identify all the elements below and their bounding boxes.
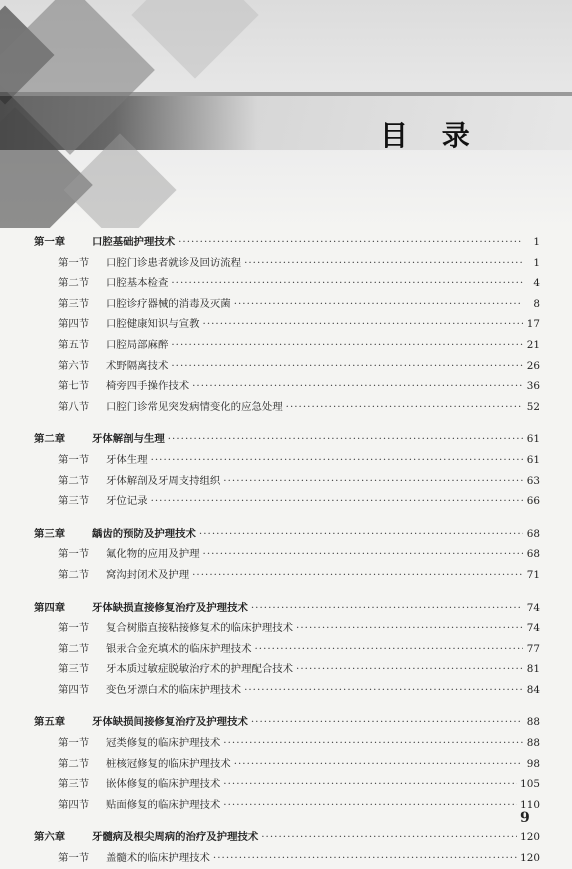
chapter-page: 1 xyxy=(533,236,540,248)
section-page: 36 xyxy=(526,380,540,393)
dot-leader xyxy=(192,376,523,397)
section-number: 第三节 xyxy=(58,778,90,791)
chapter-number: 第三章 xyxy=(34,527,66,540)
dot-leader xyxy=(192,565,523,586)
section-page: 105 xyxy=(520,778,540,791)
toc-section-row xyxy=(34,774,540,795)
section-title: 术野隔离技术 xyxy=(106,359,169,372)
dot-leader xyxy=(171,335,523,356)
section-number: 第二节 xyxy=(58,642,90,655)
section-page: 77 xyxy=(526,642,540,655)
chapter-title: 牙髓病及根尖周病的治疗及护理技术 xyxy=(92,831,259,844)
section-title: 冠类修复的临床护理技术 xyxy=(106,737,221,750)
section-title: 牙体生理 xyxy=(106,453,148,466)
section-title: 口腔诊疗器械的消毒及灭菌 xyxy=(106,297,231,310)
dot-leader xyxy=(203,314,523,335)
chapter-number: 第六章 xyxy=(34,831,66,844)
chapter-number: 第二章 xyxy=(34,433,66,446)
section-number: 第一节 xyxy=(58,453,90,466)
toc-section-row xyxy=(34,659,540,680)
section-number: 第七节 xyxy=(58,380,90,393)
dot-leader xyxy=(178,232,523,253)
header-banner xyxy=(0,0,572,228)
dot-leader xyxy=(244,253,523,274)
dot-leader xyxy=(151,491,523,512)
dot-leader xyxy=(171,273,523,294)
dot-leader xyxy=(251,598,523,619)
toc-section-row xyxy=(34,294,540,315)
section-title: 口腔健康知识与宣教 xyxy=(106,318,200,331)
toc-section-row xyxy=(34,356,540,377)
dot-leader xyxy=(223,795,517,816)
section-page: 120 xyxy=(520,852,540,865)
toc-chapter-row xyxy=(34,712,540,733)
toc-section-row xyxy=(34,314,540,335)
toc-chapter-row xyxy=(34,598,540,619)
toc-section-row xyxy=(34,335,540,356)
chapter-page: 68 xyxy=(526,527,540,540)
section-page: 66 xyxy=(526,495,540,508)
toc-chapter-row xyxy=(34,232,540,253)
toc-section-row xyxy=(34,253,540,274)
section-number: 第六节 xyxy=(58,359,90,372)
chapter-page: 74 xyxy=(526,601,540,614)
toc-chapter-row xyxy=(34,429,540,450)
chapter-number: 第五章 xyxy=(34,716,66,729)
section-page: 84 xyxy=(526,683,540,696)
chapter-page: 120 xyxy=(520,831,540,844)
section-number: 第二节 xyxy=(58,757,90,770)
toc-section-row xyxy=(34,639,540,660)
section-title: 椅旁四手操作技术 xyxy=(106,380,190,393)
toc-section-row xyxy=(34,618,540,639)
section-page: 26 xyxy=(526,359,540,372)
section-number: 第一节 xyxy=(58,548,90,561)
section-page: 1 xyxy=(533,256,540,269)
chapter-gap xyxy=(34,586,540,598)
section-number: 第一节 xyxy=(58,852,90,865)
dot-leader xyxy=(223,471,523,492)
section-number: 第一节 xyxy=(58,622,90,635)
dot-leader xyxy=(223,733,523,754)
dot-leader xyxy=(199,524,523,545)
toc-section-row xyxy=(34,273,540,294)
section-page: 8 xyxy=(533,297,540,310)
toc-chapter-row xyxy=(34,524,540,545)
section-number: 第二节 xyxy=(58,568,90,581)
page-number: 9 xyxy=(520,810,530,826)
dot-leader xyxy=(296,618,523,639)
section-number: 第一节 xyxy=(58,737,90,750)
section-title: 牙位记录 xyxy=(106,495,148,508)
section-number: 第三节 xyxy=(58,297,90,310)
section-title: 牙体解剖及牙周支持组织 xyxy=(106,474,221,487)
section-page: 63 xyxy=(526,474,540,487)
section-title: 桩核冠修复的临床护理技术 xyxy=(106,757,231,770)
dot-leader xyxy=(234,754,523,775)
toc-section-row xyxy=(34,733,540,754)
section-number: 第三节 xyxy=(58,663,90,676)
section-title: 口腔基本检查 xyxy=(106,277,169,290)
section-page: 110 xyxy=(520,798,540,811)
section-page: 88 xyxy=(526,737,540,750)
section-title: 口腔局部麻醉 xyxy=(106,338,169,351)
toc-chapter-row xyxy=(34,827,540,848)
chapter-title: 牙体解剖与生理 xyxy=(92,433,165,446)
section-title: 窝沟封闭术及护理 xyxy=(106,568,190,581)
page-title: 目 录 xyxy=(380,119,482,152)
section-title: 复合树脂直接粘接修复术的临床护理技术 xyxy=(106,622,294,635)
chapter-title: 口腔基础护理技术 xyxy=(92,236,176,248)
chapter-title: 牙体缺损间接修复治疗及护理技术 xyxy=(92,716,248,729)
chapter-gap xyxy=(34,417,540,429)
section-page: 17 xyxy=(526,318,540,331)
section-number: 第四节 xyxy=(58,318,90,331)
toc-section-row xyxy=(34,754,540,775)
section-page: 61 xyxy=(526,453,540,466)
dot-leader xyxy=(254,639,523,660)
chapter-number: 第四章 xyxy=(34,601,66,614)
section-number: 第四节 xyxy=(58,798,90,811)
chapter-gap xyxy=(34,512,540,524)
table-of-contents xyxy=(34,232,540,869)
dot-leader xyxy=(151,450,523,471)
section-number: 第八节 xyxy=(58,400,90,413)
section-page: 4 xyxy=(533,277,540,290)
section-title: 盖髓术的临床护理技术 xyxy=(106,852,210,865)
chapter-page: 61 xyxy=(526,433,540,446)
section-page: 52 xyxy=(526,400,540,413)
section-number: 第二节 xyxy=(58,277,90,290)
section-page: 98 xyxy=(526,757,540,770)
chapter-number: 第一章 xyxy=(34,236,66,248)
dot-leader xyxy=(296,659,523,680)
section-title: 嵌体修复的临床护理技术 xyxy=(106,778,221,791)
dot-leader xyxy=(234,294,523,315)
dot-leader xyxy=(168,429,523,450)
section-title: 牙本质过敏症脱敏治疗术的护理配合技术 xyxy=(106,663,294,676)
toc-section-row xyxy=(34,544,540,565)
section-number: 第四节 xyxy=(58,683,90,696)
toc-section-row xyxy=(34,397,540,418)
chapter-page: 88 xyxy=(526,716,540,729)
section-title: 口腔门诊常见突发病情变化的应急处理 xyxy=(106,400,283,413)
section-number: 第三节 xyxy=(58,495,90,508)
toc-section-row xyxy=(34,491,540,512)
dot-leader xyxy=(171,356,523,377)
toc-section-row xyxy=(34,680,540,701)
dot-leader xyxy=(244,680,523,701)
section-title: 银汞合金充填术的临床护理技术 xyxy=(106,642,252,655)
toc-section-row xyxy=(34,795,540,816)
section-page: 68 xyxy=(526,548,540,561)
section-title: 贴面修复的临床护理技术 xyxy=(106,798,221,811)
chapter-title: 牙体缺损直接修复治疗及护理技术 xyxy=(92,601,248,614)
chapter-gap xyxy=(34,700,540,712)
section-page: 21 xyxy=(526,338,540,351)
section-title: 变色牙漂白术的临床护理技术 xyxy=(106,683,242,696)
chapter-gap xyxy=(34,815,540,827)
toc-section-row xyxy=(34,450,540,471)
dot-leader xyxy=(203,544,523,565)
section-page: 71 xyxy=(526,568,540,581)
section-title: 口腔门诊患者就诊及回访流程 xyxy=(106,256,242,269)
section-number: 第二节 xyxy=(58,474,90,487)
section-page: 74 xyxy=(526,622,540,635)
dot-leader xyxy=(251,712,523,733)
section-number: 第一节 xyxy=(58,256,90,269)
section-page: 81 xyxy=(526,663,540,676)
toc-section-row xyxy=(34,848,540,869)
toc-section-row xyxy=(34,471,540,492)
toc-section-row xyxy=(34,376,540,397)
dot-leader xyxy=(261,827,517,848)
dot-leader xyxy=(286,397,523,418)
chapter-title: 龋齿的预防及护理技术 xyxy=(92,527,196,540)
section-title: 氟化物的应用及护理 xyxy=(106,548,200,561)
section-number: 第五节 xyxy=(58,338,90,351)
dot-leader xyxy=(213,848,517,869)
dot-leader xyxy=(223,774,517,795)
toc-section-row xyxy=(34,565,540,586)
